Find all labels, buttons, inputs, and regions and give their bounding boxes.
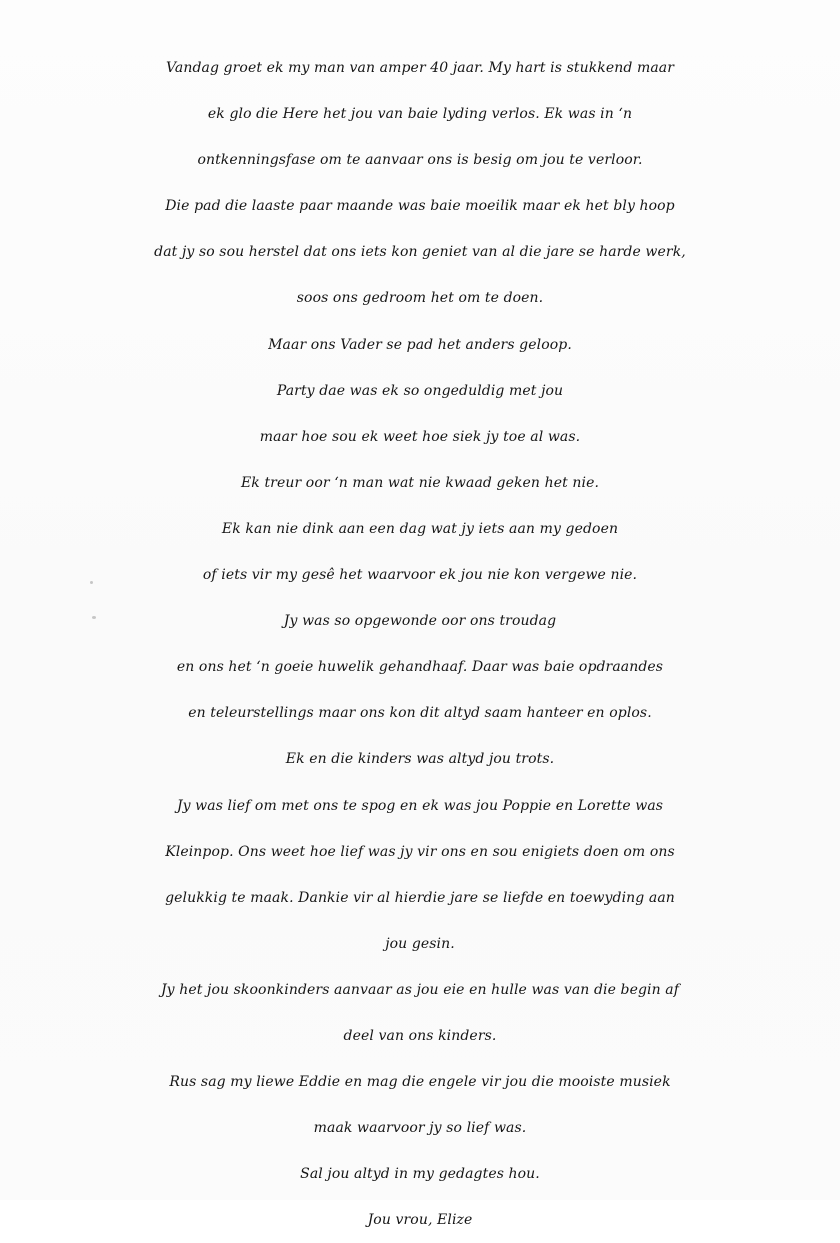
letter-line: en teleurstellings maar ons kon dit altyd saam hanteer en oplos.	[188, 705, 652, 722]
letter-line: maar hoe sou ek weet hoe siek jy toe al was.	[259, 428, 581, 445]
letter-line: ek glo die Here het jou van baie lyding verlos. Ek was in ‘n	[207, 106, 633, 123]
letter-line: Jy was lief om met ons te spog en ek was jou Poppie en Lorette was	[176, 797, 664, 814]
letter-body	[0, 45, 840, 1243]
letter-line: Ek treur oor ‘n man wat nie kwaad geken het nie.	[240, 474, 600, 491]
letter-line: Rus sag my liewe Eddie en mag die engele vir jou die mooiste musiek	[169, 1074, 671, 1091]
letter-line: Party dae was ek so ongeduldig met jou	[276, 382, 564, 399]
letter-signature: Jou vrou, Elize	[367, 1212, 473, 1229]
letter-line: gelukkig te maak. Dankie vir al hierdie jare se liefde en toewyding aan	[165, 889, 675, 906]
letter-line: Kleinpop. Ons weet hoe lief was jy vir ons en sou enigiets doen om ons	[165, 843, 675, 860]
letter-line: Jy was so opgewonde oor ons troudag	[283, 613, 557, 630]
letter-line: Vandag groet ek my man van amper 40 jaar. My hart is stukkend maar	[165, 60, 675, 76]
letter-line: Die pad die laaste paar maande was baie moeilik maar ek het bly hoop	[165, 198, 675, 215]
letter-line: Jy het jou skoonkinders aanvaar as jou eie en hulle was van die begin af	[160, 981, 680, 998]
letter-line: dat jy so sou herstel dat ons iets kon geniet van al die jare se harde werk,	[154, 244, 686, 261]
letter-line: Maar ons Vader se pad het anders geloop.	[268, 336, 572, 353]
letter-line: Ek en die kinders was altyd jou trots.	[285, 751, 555, 768]
letter-line: en ons het ‘n goeie huwelik gehandhaaf. Daar was baie opdraandes	[176, 659, 664, 676]
letter-line: jou gesin.	[385, 935, 455, 952]
letter-line: maak waarvoor jy so lief was.	[313, 1120, 527, 1137]
letter-line: deel van ons kinders.	[343, 1027, 497, 1044]
letter-line: Sal jou altyd in my gedagtes hou.	[300, 1166, 540, 1183]
letter-line: soos ons gedroom het om te doen.	[296, 290, 544, 307]
letter-line: of iets vir my gesê het waarvoor ek jou nie kon vergewe nie.	[202, 567, 638, 584]
letter-line: Ek kan nie dink aan een dag wat jy iets aan my gedoen	[221, 520, 619, 537]
letter-line: ontkenningsfase om te aanvaar ons is besig om jou te verloor.	[197, 152, 643, 169]
